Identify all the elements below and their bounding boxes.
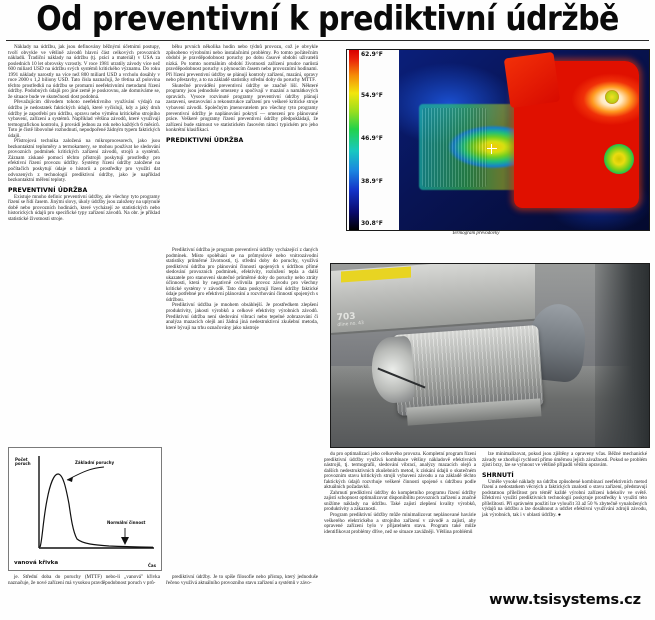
section-heading-shrnuti: SHRNUTÍ [482, 471, 514, 479]
thermal-gearbox-hot-region [514, 61, 639, 209]
chart-svg [9, 448, 161, 570]
column-2-lower [166, 248, 318, 331]
photo-machine-label: 703 dline no. 43 [336, 311, 365, 328]
article-title-band [0, 0, 655, 38]
paragraph: Program prediktivní údržby může minimalizovat neplánované havárie veškerého elektrického a strojního zařízení v závodě a zajistí, aby opravené zařízení bylo v přijatelném stavu. Program také může identifikovat problémy dříve, než se situace zavážněji. Většina problémů [324, 512, 476, 535]
thermal-scale-label: 30.8°F [361, 220, 383, 227]
chart-caption: vanová křivka [14, 560, 59, 566]
section-heading-preventivni-udrzba: PREVENTIVNÍ ÚDRŽBA [8, 186, 88, 194]
page-title: Od preventivní k prediktivní údržbě [36, 0, 619, 39]
paragraph: Prediktivní údržba je program preventivní údržby vycházející z daných podmínek. Místo spoléhání se na průmyslové nebo vnitrozávodní statistiky průměrné životnosti, tj. střední doby do poruchy, využívá prediktivní údržba pro plánování činností spojených s údržbou přímé sledování provozních podmínek, efektivity, rozložení tepla a další ukazatele pro stanovení skutečné průměrné doby do poruchy nebo ztráty účinnosti, která by negativně ovlivnila provoz závodu pro všechny kritické systémy v závodě. Tato data poskytují řízení údržby faktické údaje potřebné pro efektivní plánování a rozvrhování činností spojených s údržbou. [166, 247, 318, 303]
chart-y-axis-label: Počet poruch [15, 457, 31, 467]
thermal-scale-label: 54.9°F [361, 92, 383, 99]
chart-arrowhead-2 [121, 537, 129, 545]
paragraph: je. Střední doba do poruchy (MTTF) nebo-li „vanová" křivka naznačuje, že nové zařízení má vysokou pravděpodobnost poruch v prů- [8, 574, 160, 586]
title-divider [6, 40, 649, 41]
thermal-image-caption: Termogram převodovky [452, 231, 500, 236]
photo-dark-right [595, 264, 649, 447]
column-1 [8, 45, 160, 222]
column-2-bottom [166, 575, 318, 586]
thermal-gradient-bar [349, 50, 359, 230]
column-3-lower [324, 452, 476, 535]
thermal-hub-icon [604, 144, 634, 174]
paragraph: lze minimalizovat, pokud jsou zjištěny a opraveny včas. Běžné mechanické závady se zhoršují rychlostí přímo úměrnou jejich závažnosti. Pokud se problém zjistí brzy, lze se vyhnout ve většině případů větším opravám. [482, 451, 647, 469]
chart-x-axis-label: Čas [147, 563, 156, 568]
motor-photo [330, 263, 650, 448]
paragraph: Uměle vysoké náklady na údržbu způsobené kombinací neefektivních metod řízení a nedostatkem věcných a faktických znalostí o stavu zařízení, představují podstatnou příležitost pro téměř každé výrobní zařízení kdekoliv ve světě. Efektivní využití prediktivních technologií poskytuje prostředky k využití této příležitosti. Při správném použití lze vyloučit 33 až 50 % zbytečně vynaložených výdajů na údržbu a lze dosáhnout a udržet efektivní využívání zdrojů závodu, jak výrobních, tak i v oblasti údržby. ● [482, 478, 647, 518]
paragraph: Existuje mnoho definic preventivní údržby, ale všechny tyto programy řízení se řídí časem. Jinými slovy, úkoly údržby jsou založeny na uplynulé době nebo provozních hodinách, které vycházejí ze statistických nebo historických údajů pro specifické typy zařízení závodů. Na obr. je příklad statistické životnosti stroje. [8, 193, 160, 222]
thermal-image [346, 49, 650, 231]
chart-annotation-zakladni-poruchy: Základní poruchy [75, 460, 115, 465]
paragraph: Skutečné provádění preventivní údržby se značně liší. Některé programy jsou jednoduše omezeny a spočívají v mazání a namátkových opravách. Vysoce rozvinuté programy preventivní údržby plánují zastavení, sestavování a rekonstrukce zařízení pro veškeré kritické stroje vybavení závodů. Společným jmenovatelem pro všechny tyto programy preventivní údržby je naplánování pokrytí — omezení pro plánované práce. Veškeré programy řízení preventivní údržby předpokládají, že zařízení bude stárnout ve statistickém časovém rámci typickém pro jeho konkrétní klasifikaci. [166, 82, 318, 134]
thermal-small-hub-icon [605, 90, 619, 104]
paragraph: du pro optimalizaci jeho celkového provozu. Kompletní program řízení prediktivní údržby využívá kombinace většiny nákladově efektivních nástrojů, tj. termografii, sledování vibrací, analýzy mazacích olejů a dalších nedestruktivních zkušebních metod, k získání údajů o skutečném provozním stavu kritických strojů vybavení závodu a na základě těchto faktických údajů rozvrhuje veškeré činnosti spojené s údržbou podle aktuálních požadavků. [324, 451, 476, 491]
column-1-bottom [8, 575, 160, 586]
column-2 [166, 45, 318, 145]
paragraph: běhu prvních několika hodin nebo týdnů provozu, což je obvykle způsobeno výrobními nebo instalačními problémy. Po tomto počátečním období je pravděpodobnost poruchy po dobu časové období uživatelů nízká. Po tomto normálním období životnosti zařízení prudce narůstá pravděpodobnost poruchy s plynoucím časem nebo provozními hodinami. Při řízení preventivní údržby se plánují kontroly zařízení, mazání, opravy nebo přestavby, a to na základě statistiky střední doby do poruchy MTTF. [166, 44, 318, 84]
crosshair-icon [487, 144, 497, 154]
section-heading-prediktivni-udrzba: PREDIKTIVNÍ ÚDRŽBA [166, 136, 244, 144]
paragraph: Přístrojová technika založená na mikroprocesorech, jako jsou bezkontaktní teploměry a termokamery, se mohou používat ke sledování provozních podmínek kritických zařízení závodů, strojů a systémů. Záznam získané pomocí těchto přístrojů poskytují prostředky pro efektivní řízení provozu údržby. Systémy řízení údržby založené na počítačích poskytují údaje o historii a prostředky pro využití dat odvozených z technologií prediktivní údržby, jako je například bezkontaktní měření teploty. [8, 138, 160, 184]
chart-curve [40, 474, 153, 547]
thermal-color-scale [347, 50, 399, 230]
thermal-motor-fins [422, 108, 487, 187]
website-url[interactable]: www.tsisystems.cz [489, 592, 641, 608]
chart-annotation-normalni-cinnost: Normální činnost [107, 520, 146, 525]
paragraph: Zahrnutí prediktivní údržby do kompletního programu řízení údržby zajistí schopnost optimalizovat disponibilitu provozních zařízení a značně snížíme náklady na údržbu. Také zajistí zlepšení kvality výrobků, produktivity a zákaznosti. [324, 489, 476, 513]
thermal-scale-label: 38.9°F [361, 178, 383, 185]
paragraph: Prediktivní údržba je mnohem obsáhlejší. Je prostředkem zlepšení produktivity, jakosti výrobků a celkové efektivity výrobních závodů. Prediktivní údržba není sledování vibrací nebo tepelné zobrazování či analýza mazacích olejů ani žádná jiná nedestruktivní zkušební metoda, které bývají na trhu označovány jako nástroje [166, 302, 318, 331]
paragraph: prediktivní údržby. Je to spíše filosofie nebo přístup, který jednoduše řečeno využívá aktuálního provozního stavu zařízení a systémů v závo- [166, 574, 318, 586]
thermal-scale-labels [359, 50, 399, 230]
thermal-scale-label: 46.9°F [361, 135, 383, 142]
paragraph: Převažujícím důvodem tohoto neefektivního využívání výdajů na údržbu je nedostatek faktických údajů, které vyčíslují, kdy a jaký druh údržby je zapotřebí pro údržbu, opravu nebo výměnu kritického strojního vybavení, zařízení a systémů. Například většina závodů, které využívají termografickou kontrolu, ji provádí jednou za rok nebo každých 6 měsíců. Toto je čistě libovolné rozhodnutí, nepodpořené žádným typem faktických údajů. [8, 99, 160, 139]
column-4-lower [482, 452, 647, 519]
paragraph: Náklady na údržbu, jak jsou definovány běžnými účetními postupy, tvoří obvykle ve většině závodů hlavní část celkových provozních nákladů. Tradiční náklady na údržbu (tj. práci a materiál) v USA za posledních 10 let obrovsky vzrostly. V roce 1981 utratily závody více než 600 miliard USD na údržbu svých systémů kritického významu. Do roku 1991 náklady narostly na více než 800 miliard USD a vrcholu dosáhly v roce 2000 s 1,2 biliony USD. Tato čísla naznačují, že třetina až polovina těchto prostředků na údržbu se promarní neefektivními metodami řízení údržby. Podobných údajů pro jiné země je poskrovnu, ale domníváme se, že situace bude ve skutečnosti dost podobná. [8, 44, 160, 100]
bathtub-curve-chart [8, 447, 162, 571]
thermal-gearbox-render [399, 50, 649, 230]
thermal-scale-label: 62.9°F [361, 51, 383, 58]
